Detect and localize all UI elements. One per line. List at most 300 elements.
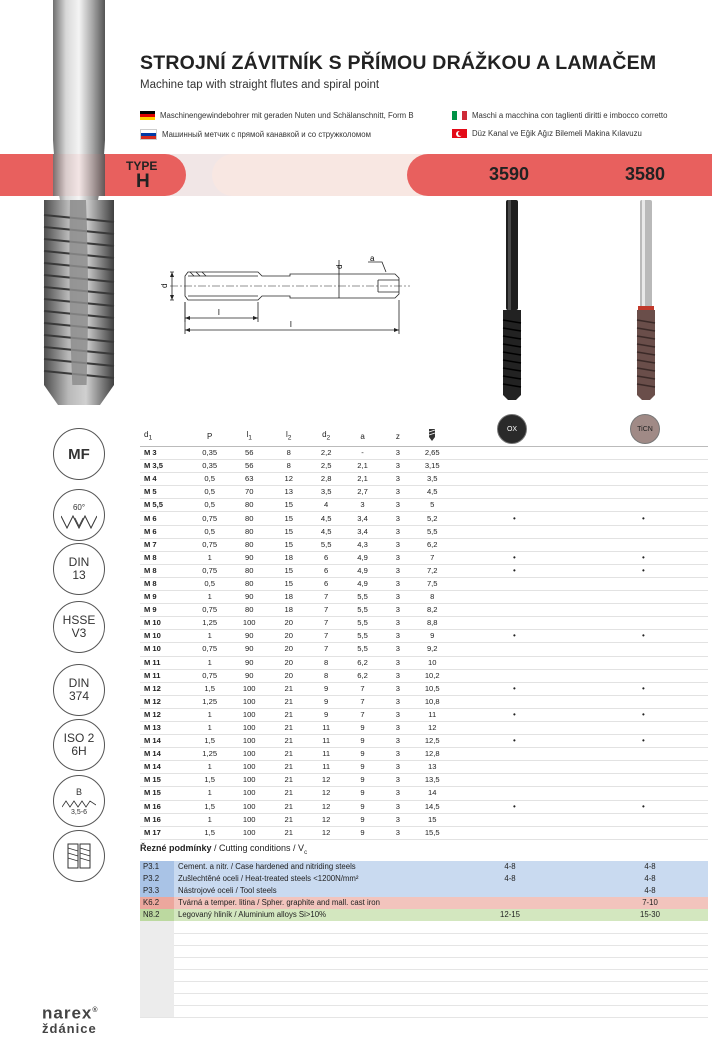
table-cell: 9 (344, 826, 381, 839)
badge-din13 (53, 543, 105, 595)
table-cell: 2,1 (344, 460, 381, 473)
table-cell: 11 (308, 735, 343, 748)
table-cell: 8 (269, 447, 309, 460)
material-desc: Nástrojové oceli / Tool steels (178, 886, 277, 895)
chamfer-form-icon (62, 799, 96, 809)
table-cell: 0,5 (190, 499, 230, 512)
availability-mark (579, 604, 708, 617)
thread-size-cell: M 10 (140, 643, 190, 656)
table-cell: 8 (415, 591, 450, 604)
table-cell: 7 (308, 591, 343, 604)
table-cell: 12 (308, 774, 343, 787)
table-cell: 7 (344, 695, 381, 708)
availability-mark: • (450, 735, 579, 748)
table-row (140, 460, 708, 473)
thread-size-cell: M 15 (140, 774, 190, 787)
table-cell: 8,8 (415, 617, 450, 630)
table-cell: 100 (229, 761, 269, 774)
coating-ox-badge: OX (497, 414, 527, 444)
table-header-row (140, 428, 708, 447)
availability-mark: • (579, 551, 708, 564)
table-cell: 12 (308, 800, 343, 813)
table-cell: 9 (344, 761, 381, 774)
table-cell: 63 (229, 473, 269, 486)
table-row (140, 617, 708, 630)
table-cell: 21 (269, 748, 309, 761)
badge-iso-text: ISO 2 6H (63, 731, 95, 758)
header-band-pink (212, 154, 422, 196)
table-cell: 56 (229, 447, 269, 460)
product-number-3590: 3590 (489, 164, 530, 184)
table-row (140, 695, 708, 708)
badge-thread-depth (53, 830, 105, 882)
table-cell: 100 (229, 826, 269, 839)
cutting-title-cz: Řezné podmínky (140, 843, 212, 853)
speed-3580: 4-8 (644, 862, 656, 871)
lang-it-text: Maschi a macchina con taglienti diritti e imbocco corretto (472, 111, 668, 120)
col-d1-header: $d_1$ (144, 430, 153, 442)
cutting-empty-row (140, 933, 708, 946)
table-cell: 0,5 (190, 577, 230, 590)
thread-size-cell: M 11 (140, 656, 190, 669)
col-drill-header (415, 428, 450, 447)
table-cell: 1,25 (190, 748, 230, 761)
thread-size-cell: M 12 (140, 708, 190, 721)
table-cell: 0,5 (190, 525, 230, 538)
table-cell: 9 (308, 708, 343, 721)
speed-3580: 15-30 (640, 910, 660, 919)
table-row (140, 669, 708, 682)
badge-din374 (53, 664, 105, 716)
table-cell: 3 (381, 617, 414, 630)
table-cell: 21 (269, 721, 309, 734)
availability-mark (579, 669, 708, 682)
table-cell: 80 (229, 604, 269, 617)
cutting-title-en: / Cutting conditions / V (211, 843, 305, 853)
thread-size-cell: M 14 (140, 735, 190, 748)
table-cell: 4,5 (308, 512, 343, 525)
cutting-empty-row (140, 921, 708, 934)
tap-3590-image (496, 200, 528, 400)
thread-size-cell: M 5 (140, 486, 190, 499)
table-cell: 21 (269, 735, 309, 748)
page-title: STROJNÍ ZÁVITNÍK S PŘÍMOU DRÁŽKOU A LAMAČEM (140, 52, 657, 74)
page-subtitle: Machine tap with straight flutes and spiral point (140, 79, 380, 91)
table-cell: 90 (229, 669, 269, 682)
availability-mark (450, 460, 579, 473)
availability-mark: • (579, 708, 708, 721)
speed-3590: 12-15 (500, 910, 520, 919)
table-cell: 20 (269, 643, 309, 656)
tap-3580-image (630, 200, 662, 400)
table-cell: 12 (308, 787, 343, 800)
table-cell: 3 (381, 800, 414, 813)
table-row (140, 735, 708, 748)
availability-mark (450, 525, 579, 538)
table-cell: 100 (229, 735, 269, 748)
table-cell: 3 (381, 721, 414, 734)
table-cell: 9 (344, 774, 381, 787)
table-cell: 6,2 (344, 656, 381, 669)
badge-iso (53, 719, 105, 771)
material-code-cell (140, 921, 174, 933)
table-cell: 5,2 (415, 512, 450, 525)
table-cell: 15 (269, 499, 309, 512)
table-cell: 5,5 (415, 525, 450, 538)
table-cell: 7 (308, 617, 343, 630)
table-cell: 8 (269, 460, 309, 473)
table-cell: 0,75 (190, 669, 230, 682)
table-cell: 13 (415, 761, 450, 774)
table-row (140, 813, 708, 826)
cutting-row (140, 897, 708, 910)
thread-size-cell: M 10 (140, 630, 190, 643)
thread-size-cell: M 9 (140, 591, 190, 604)
table-cell: 1,5 (190, 735, 230, 748)
thread-size-cell: M 12 (140, 695, 190, 708)
table-cell: 0,75 (190, 643, 230, 656)
table-cell: 1 (190, 708, 230, 721)
material-code-cell (140, 969, 174, 981)
lang-tr-text: Düz Kanal ve Eğik Ağız Bilemeli Makina Kılavuzu (472, 129, 642, 138)
material-code: P3.1 (143, 862, 160, 871)
table-cell: 1,5 (190, 774, 230, 787)
table-row (140, 538, 708, 551)
table-cell: 3 (344, 499, 381, 512)
thread-size-cell: M 7 (140, 538, 190, 551)
col-a-header: a (360, 432, 365, 441)
dim-l1-label: l (290, 320, 292, 329)
table-cell: 1,25 (190, 617, 230, 630)
availability-mark (450, 591, 579, 604)
table-cell: 7 (344, 708, 381, 721)
table-cell: 12,8 (415, 748, 450, 761)
availability-mark (450, 656, 579, 669)
table-cell: 90 (229, 643, 269, 656)
table-row (140, 564, 708, 577)
table-row (140, 447, 708, 460)
table-cell: 20 (269, 669, 309, 682)
availability-mark (579, 473, 708, 486)
narex-logo (42, 1003, 99, 1036)
table-cell: 12 (269, 473, 309, 486)
table-cell: 4,9 (344, 564, 381, 577)
badge-mf (53, 428, 105, 480)
table-cell: 3 (381, 813, 414, 826)
table-cell: 13 (269, 486, 309, 499)
badge-form-b (53, 775, 105, 827)
table-cell: 8 (308, 669, 343, 682)
table-cell: 0,75 (190, 512, 230, 525)
table-cell: 3 (381, 695, 414, 708)
thread-size-cell: M 8 (140, 551, 190, 564)
lang-ru-text: Машинный метчик с прямой канавкой и со стружколомом (162, 130, 371, 139)
table-cell: 3 (381, 486, 414, 499)
table-cell: 15 (269, 512, 309, 525)
table-cell: 21 (269, 774, 309, 787)
table-cell: 7 (308, 630, 343, 643)
thread-angle-icon (61, 514, 97, 530)
table-cell: 100 (229, 748, 269, 761)
availability-mark: • (450, 512, 579, 525)
cutting-row (140, 885, 708, 898)
col-z-header: z (395, 432, 400, 441)
thread-size-cell: M 3,5 (140, 460, 190, 473)
cutting-empty-row (140, 969, 708, 982)
availability-mark (579, 538, 708, 551)
thread-size-cell: M 16 (140, 813, 190, 826)
material-code: P3.3 (143, 886, 160, 895)
tap-shank-overlay (0, 154, 130, 196)
table-cell: 0,35 (190, 460, 230, 473)
availability-mark: • (579, 630, 708, 643)
badge-angle-text: 60° (72, 502, 86, 512)
material-code-cell (140, 981, 174, 993)
table-cell: 11 (308, 748, 343, 761)
availability-mark (450, 447, 579, 460)
table-cell: 100 (229, 813, 269, 826)
col-p-header: P (207, 432, 213, 441)
table-cell: 9 (344, 748, 381, 761)
table-cell: 3 (381, 656, 414, 669)
table-cell: 3 (381, 774, 414, 787)
table-cell: 1,5 (190, 682, 230, 695)
table-cell: 15 (269, 564, 309, 577)
availability-mark (579, 721, 708, 734)
table-cell: 80 (229, 512, 269, 525)
table-cell: 3 (381, 538, 414, 551)
table-cell: 3 (381, 708, 414, 721)
availability-mark (579, 695, 708, 708)
table-row (140, 761, 708, 774)
table-cell: 1 (190, 656, 230, 669)
availability-mark (450, 787, 579, 800)
material-code: K6.2 (143, 898, 160, 907)
logo-registered-mark: ® (92, 1007, 99, 1014)
availability-mark (579, 826, 708, 839)
table-cell: 0,75 (190, 538, 230, 551)
badge-din13-text: DIN 13 (68, 555, 90, 582)
table-cell: 9 (344, 787, 381, 800)
table-row (140, 643, 708, 656)
table-row (140, 656, 708, 669)
availability-mark (579, 643, 708, 656)
table-cell: - (344, 447, 381, 460)
availability-mark (450, 826, 579, 839)
table-cell: 10,5 (415, 682, 450, 695)
dimensions-table (140, 428, 708, 840)
thread-size-cell: M 6 (140, 512, 190, 525)
tap-product-image (0, 0, 130, 410)
cutting-empty-row (140, 993, 708, 1006)
lang-it-line (452, 111, 667, 120)
table-cell: 9 (344, 800, 381, 813)
availability-mark: • (450, 708, 579, 721)
table-cell: 1 (190, 630, 230, 643)
thread-size-cell: M 12 (140, 682, 190, 695)
table-cell: 4 (308, 499, 343, 512)
thread-size-cell: M 11 (140, 669, 190, 682)
col-d2-header: $d_2$ (322, 430, 331, 442)
availability-mark: • (450, 682, 579, 695)
col-l1-header: $l_1$ (246, 430, 252, 442)
table-cell: 9,2 (415, 643, 450, 656)
table-row (140, 551, 708, 564)
table-cell: 10,8 (415, 695, 450, 708)
table-cell: 90 (229, 591, 269, 604)
availability-mark: • (450, 630, 579, 643)
availability-mark (450, 486, 579, 499)
availability-mark (579, 813, 708, 826)
availability-mark: • (579, 735, 708, 748)
table-cell: 5,5 (344, 591, 381, 604)
table-cell: 5,5 (344, 630, 381, 643)
material-code-cell (140, 945, 174, 957)
table-cell: 100 (229, 695, 269, 708)
availability-mark (579, 591, 708, 604)
availability-mark (579, 761, 708, 774)
dim-d2-label: d (335, 264, 344, 269)
availability-mark: • (450, 800, 579, 813)
table-cell: 10,2 (415, 669, 450, 682)
table-cell: 3 (381, 551, 414, 564)
thread-size-cell: M 8 (140, 577, 190, 590)
table-cell: 3 (381, 512, 414, 525)
thread-depth-icon (62, 841, 96, 871)
speed-3580: 4-8 (644, 874, 656, 883)
table-cell: 2,65 (415, 447, 450, 460)
table-cell: 6 (308, 577, 343, 590)
availability-mark (450, 813, 579, 826)
table-cell: 3 (381, 525, 414, 538)
table-cell: 9 (415, 630, 450, 643)
cutting-empty-row (140, 981, 708, 994)
table-cell: 3 (381, 643, 414, 656)
table-cell: 3 (381, 735, 414, 748)
lang-de-text: Maschinengewindebohrer mit geraden Nuten und Schälanschnitt, Form B (160, 111, 414, 120)
availability-mark (450, 577, 579, 590)
badge-form-b-text: B (75, 786, 82, 797)
thread-size-cell: M 4 (140, 473, 190, 486)
table-cell: 5,5 (344, 643, 381, 656)
availability-mark (450, 538, 579, 551)
table-cell: 1 (190, 551, 230, 564)
table-cell: 90 (229, 551, 269, 564)
product-band (407, 154, 712, 196)
table-cell: 3,4 (344, 512, 381, 525)
table-cell: 18 (269, 604, 309, 617)
table-cell: 14 (415, 787, 450, 800)
table-cell: 21 (269, 682, 309, 695)
thread-size-cell: M 14 (140, 748, 190, 761)
material-code-cell (140, 1005, 174, 1017)
badge-din374-text: DIN 374 (68, 676, 90, 703)
table-cell: 3 (381, 577, 414, 590)
table-cell: 20 (269, 617, 309, 630)
cutting-empty-row (140, 945, 708, 958)
table-cell: 9 (308, 695, 343, 708)
table-cell: 2,7 (344, 486, 381, 499)
table-cell: 5,5 (308, 538, 343, 551)
table-cell: 1,5 (190, 800, 230, 813)
table-cell: 14,5 (415, 800, 450, 813)
product-number-3580: 3580 (625, 164, 666, 184)
speed-3580: 4-8 (644, 886, 656, 895)
material-desc: Tvárná a temper. litina / Spher. graphite and mall. cast iron (178, 898, 380, 907)
table-cell: 21 (269, 708, 309, 721)
table-cell: 5,5 (344, 604, 381, 617)
table-cell: 0,5 (190, 473, 230, 486)
table-cell: 1 (190, 813, 230, 826)
dim-d1-label: d (160, 283, 169, 288)
availability-mark (450, 695, 579, 708)
cutting-empty-row (140, 957, 708, 970)
coating-ticn-badge: TiCN (630, 414, 660, 444)
table-cell: 9 (344, 721, 381, 734)
availability-mark (450, 774, 579, 787)
availability-mark (450, 604, 579, 617)
availability-mark (579, 787, 708, 800)
table-cell: 0,75 (190, 604, 230, 617)
table-cell: 3,5 (308, 486, 343, 499)
badge-mf-text: MF (68, 445, 90, 463)
material-code-cell (140, 993, 174, 1005)
col-3580-header (579, 428, 708, 447)
table-cell: 21 (269, 761, 309, 774)
russian-flag-icon (140, 129, 157, 140)
table-cell: 5,5 (344, 617, 381, 630)
col-3590-header (450, 428, 579, 447)
availability-mark: • (450, 564, 579, 577)
table-cell: 7,5 (415, 577, 450, 590)
dim-a-label: a (370, 254, 375, 263)
availability-mark (579, 748, 708, 761)
tap-technical-drawing (150, 250, 420, 340)
table-row (140, 512, 708, 525)
availability-mark (579, 656, 708, 669)
table-cell: 20 (269, 630, 309, 643)
table-cell: 6 (308, 564, 343, 577)
availability-mark: • (579, 682, 708, 695)
material-code-cell (140, 957, 174, 969)
speed-3580: 7-10 (642, 898, 658, 907)
table-row (140, 800, 708, 813)
table-cell: 2,8 (308, 473, 343, 486)
table-row (140, 826, 708, 839)
cutting-title-sub: c (304, 849, 308, 856)
table-row (140, 604, 708, 617)
table-cell: 7 (308, 604, 343, 617)
availability-mark: • (450, 551, 579, 564)
table-cell: 3 (381, 564, 414, 577)
table-cell: 1,5 (190, 826, 230, 839)
lang-ru-line (140, 129, 371, 140)
german-flag-icon (140, 111, 155, 120)
table-cell: 3 (381, 787, 414, 800)
material-desc: Legovaný hliník / Aluminium alloys Si>10% (178, 910, 327, 919)
logo-text: narex (42, 1003, 93, 1023)
thread-size-cell: M 14 (140, 761, 190, 774)
table-row (140, 525, 708, 538)
table-cell: 15 (269, 538, 309, 551)
table-cell: 1,25 (190, 695, 230, 708)
availability-mark (450, 617, 579, 630)
table-cell: 3,15 (415, 460, 450, 473)
table-cell: 18 (269, 591, 309, 604)
material-code: N8.2 (143, 910, 160, 919)
table-cell: 90 (229, 656, 269, 669)
badge-hsse (53, 601, 105, 653)
